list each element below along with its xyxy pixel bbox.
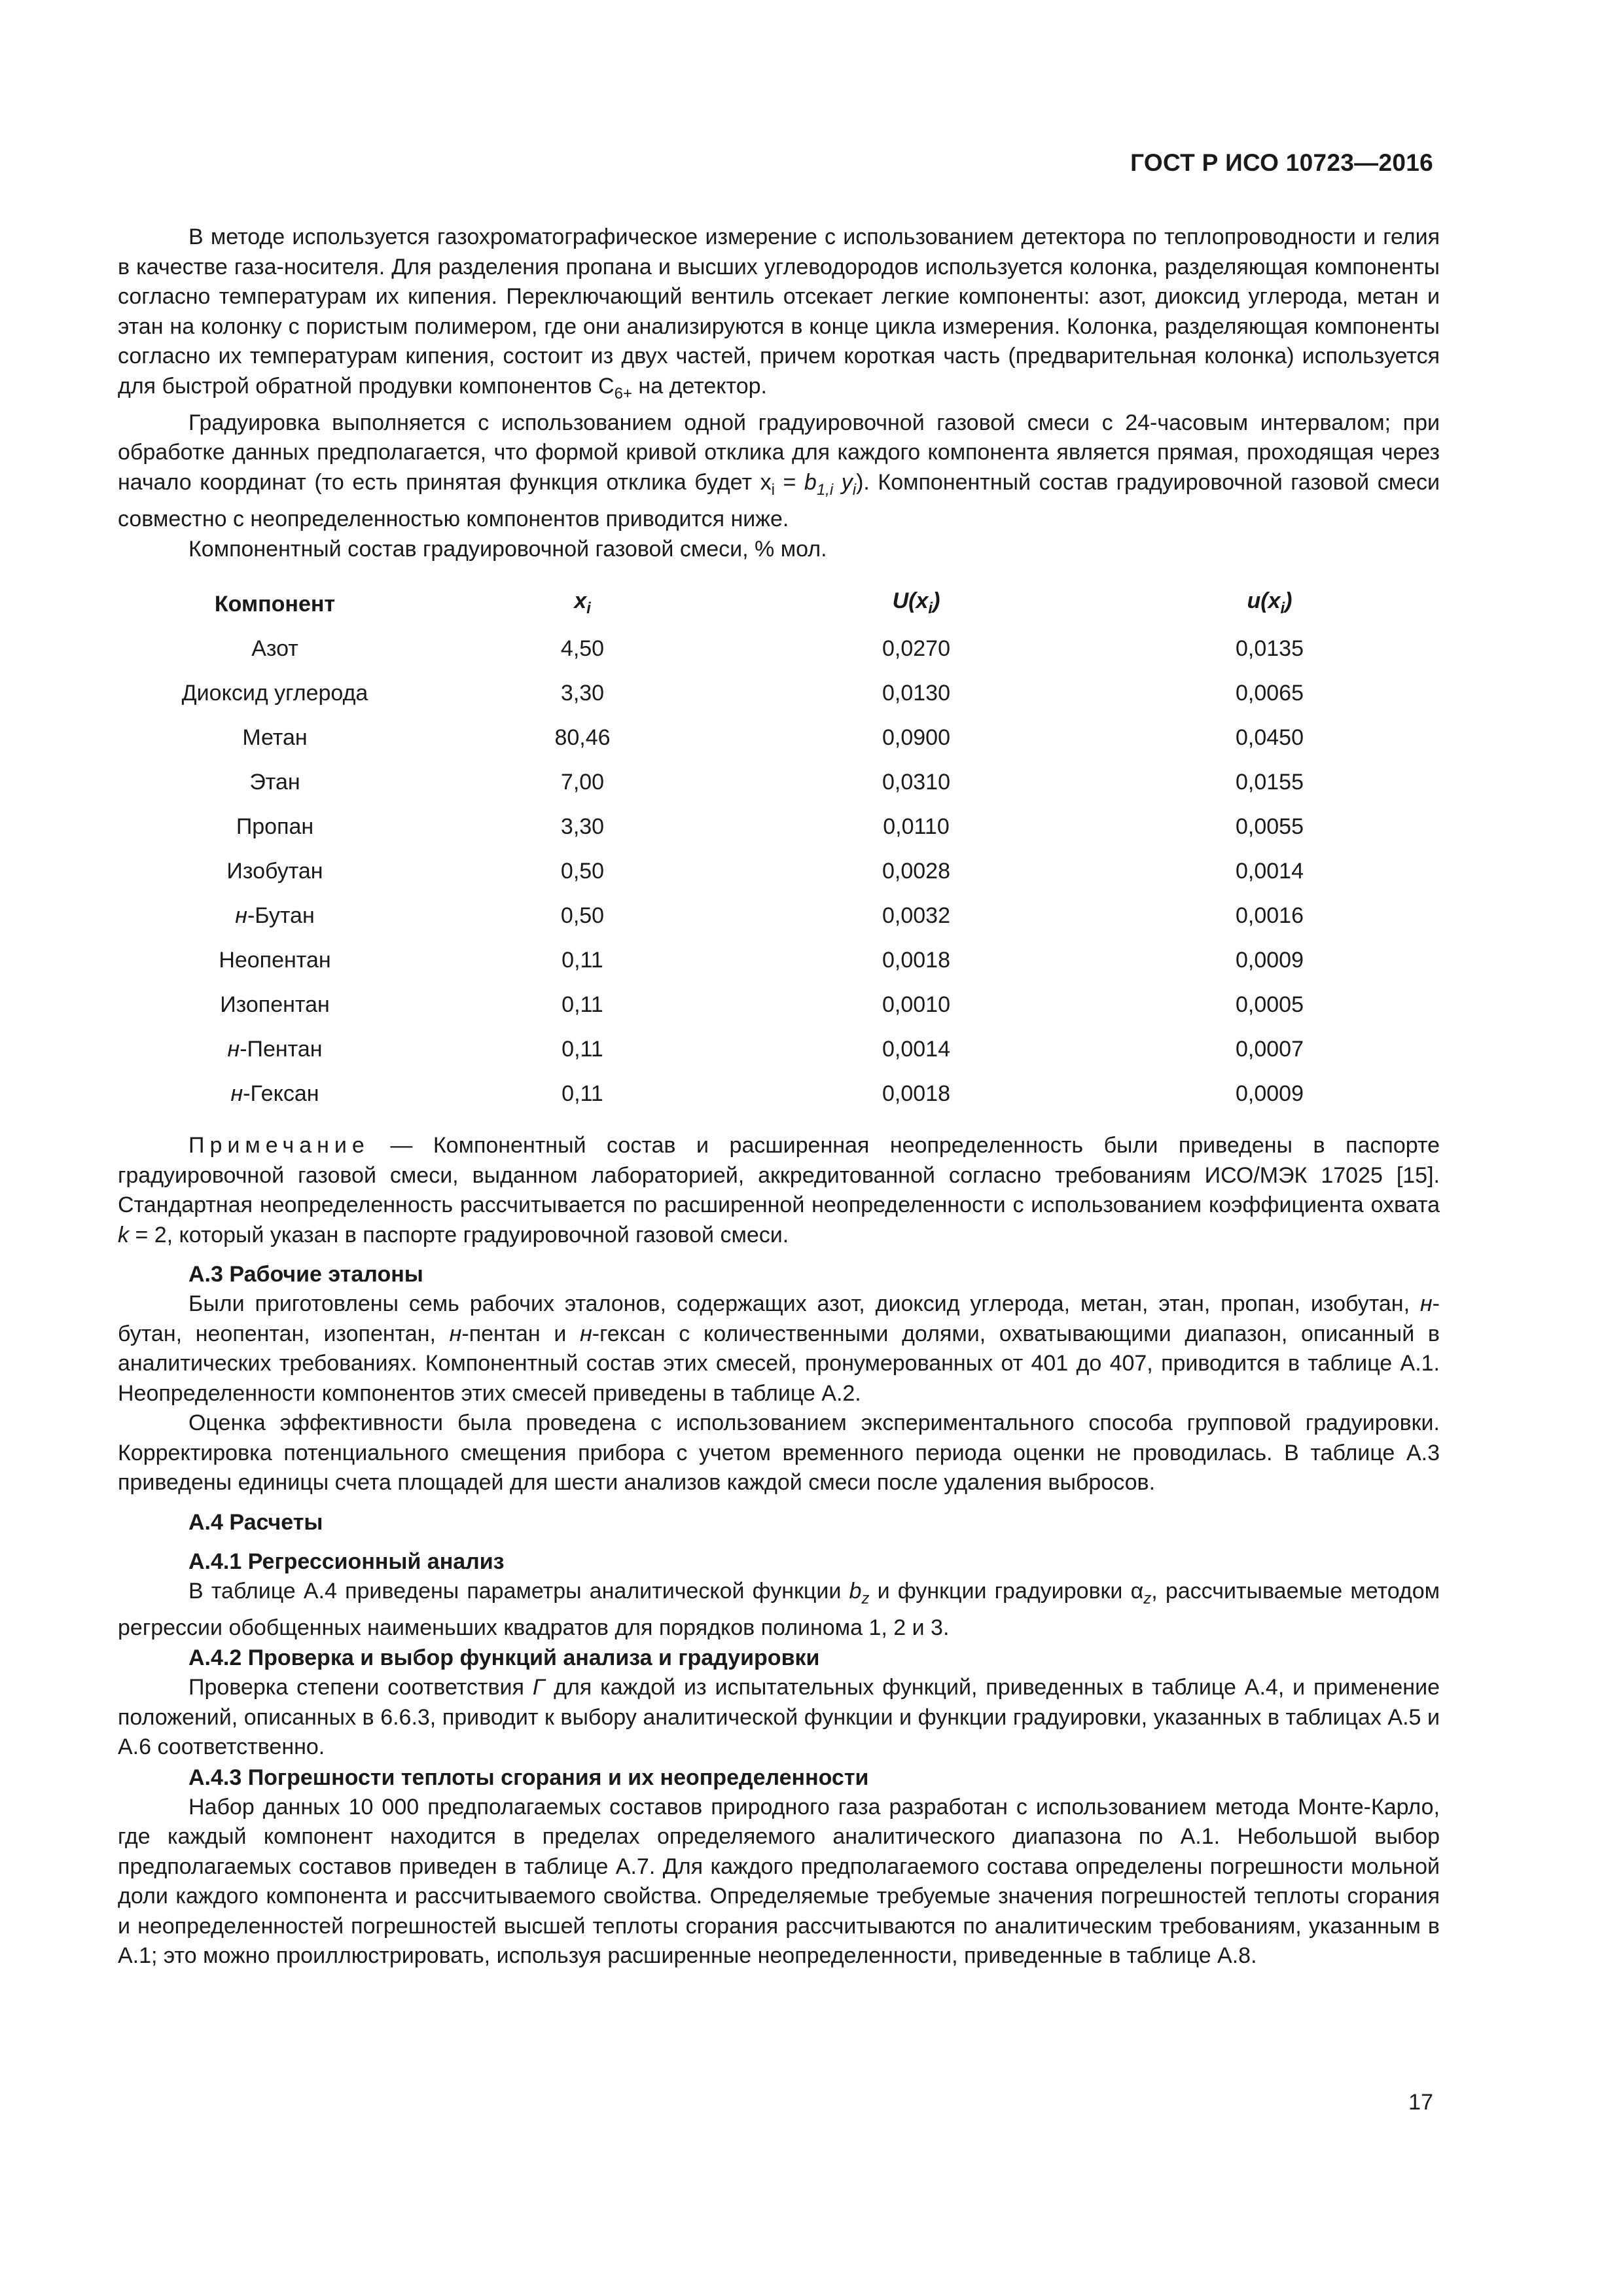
- cell-component: н-Гексан: [230, 1081, 319, 1107]
- cell-u: 0,0009: [1236, 948, 1304, 973]
- table-row: [118, 805, 1440, 850]
- cell-U: 0,0010: [882, 992, 950, 1018]
- cell-component: Пропан: [236, 814, 314, 840]
- section-a43-title: А.4.3 Погрешности теплоты сгорания и их неопределенности: [188, 1765, 869, 1790]
- cell-x: 3,30: [560, 814, 605, 840]
- table-row: [118, 1028, 1440, 1072]
- cell-U: 0,0018: [882, 1081, 950, 1107]
- cell-u: 0,0450: [1236, 725, 1304, 751]
- paragraph-a3-1: Были приготовлены семь рабочих эталонов, содержащих азот, диоксид углерода, метан, этан, пропан, изобутан, н-бутан, неопентан, изопентан, н-пентан и н-гексан с количественными долями, охватывающими диапазон, описанный в аналитических требованиях. Компонентный состав этих смесей, пронумерованных от 401 до 407, приводится в таблице А.1. Неопределенности компонентов этих смесей приведены в таблице А.2.: [118, 1291, 1440, 1406]
- cell-x: 0,50: [560, 903, 605, 929]
- cell-u: 0,0014: [1236, 859, 1304, 884]
- page-number: 17: [1408, 2090, 1433, 2115]
- cell-U: 0,0270: [882, 636, 950, 662]
- cell-component: н-Пентан: [227, 1037, 323, 1062]
- cell-u: 0,0135: [1236, 636, 1304, 662]
- cell-x: 0,11: [562, 948, 603, 973]
- table-note: Примечание — Компонентный состав и расширенная неопределенность были приведены в паспорте градуировочной газовой смеси, выданном лабораторией, аккредитованной согласно требованиям ИСО/МЭК 17025 [15]. Стандартная неопределенность рассчитывается по расширенной неопределенности с использованием коэффициента охвата k = 2, который указан в паспорте градуировочной газовой смеси.: [118, 1133, 1440, 1247]
- cell-x: 4,50: [560, 636, 605, 662]
- cell-U: 0,0032: [882, 903, 950, 929]
- document-header: ГОСТ Р ИСО 10723—2016: [1130, 149, 1433, 176]
- table-row: [118, 672, 1440, 716]
- cell-x: 3,30: [560, 681, 605, 706]
- table-header-row: [118, 583, 1440, 627]
- cell-component: Этан: [249, 770, 300, 795]
- cell-component: Диоксид углерода: [181, 681, 368, 706]
- table-row: [118, 939, 1440, 983]
- paragraph-a41: В таблице А.4 приведены параметры аналитической функции $b_z$ и функции градуировки $\alpha_z$, рассчитываемые методом регрессии обобщенных наименьших квадратов для порядков полинома 1, 2 и 3.: [118, 1578, 1440, 1640]
- paragraph-a43: Набор данных 10 000 предполагаемых составов природного газа разработан с использованием метода Монте-Карло, где каждый компонент находится в пределах определяемого аналитического диапазона по А.1. Небольшой выбор предполагаемых составов приведен в таблице А.7. Для каждого предполагаемого состава определены погрешности мольной доли каждого компонента и рассчитываемого свойства. Определяемые требуемые значения погрешностей теплоты сгорания и неопределенностей погрешностей высшей теплоты сгорания рассчитываются по аналитическим требованиям, указанным в А.1; это можно проиллюстрировать, используя расширенные неопределенности, приведенные в таблице А.8.: [118, 1794, 1440, 1969]
- cell-x: 0,11: [562, 1081, 603, 1107]
- table-row: [118, 983, 1440, 1028]
- cell-component: Изобутан: [226, 859, 323, 884]
- table-row: [118, 627, 1440, 672]
- cell-U: 0,0900: [882, 725, 950, 751]
- cell-x: 0,11: [562, 1037, 603, 1062]
- cell-U: 0,0028: [882, 859, 950, 884]
- cell-U: 0,0310: [882, 770, 950, 795]
- cell-U: 0,0110: [883, 814, 950, 840]
- col-header-component: Компонент: [214, 592, 336, 617]
- table-row: [118, 894, 1440, 939]
- cell-component: Изопентан: [220, 992, 330, 1018]
- cell-u: 0,0007: [1236, 1037, 1304, 1062]
- cell-component: Неопентан: [219, 948, 331, 973]
- col-header-x: $x_i$: [574, 588, 591, 617]
- cell-U: 0,0018: [882, 948, 950, 973]
- section-a3-title: А.3 Рабочие эталоны: [188, 1262, 423, 1287]
- cell-x: 0,50: [560, 859, 605, 884]
- cell-x: 0,11: [562, 992, 603, 1018]
- col-header-U: $U(x_i)$: [892, 588, 940, 617]
- paragraph-a42: Проверка степени соответствия Γ для каждой из испытательных функций, приведенных в таблице А.4, и применение положений, описанных в 6.6.3, приводит к выбору аналитической функции и функции градуировки, указанных в таблицах А.5 и А.6 соответственно.: [118, 1675, 1440, 1760]
- cell-x: 7,00: [560, 770, 605, 795]
- cell-u: 0,0065: [1236, 681, 1304, 706]
- section-a42-title: А.4.2 Проверка и выбор функций анализа и градуировки: [188, 1645, 820, 1671]
- cell-u: 0,0009: [1236, 1081, 1304, 1107]
- table-row: [118, 1072, 1440, 1117]
- section-a41-title: А.4.1 Регрессионный анализ: [188, 1549, 505, 1574]
- table-row: [118, 850, 1440, 894]
- cell-component: Метан: [242, 725, 308, 751]
- paragraph-method: В методе используется газохроматографическое измерение с использованием детектора по теплопроводности и гелия в качестве газа-носителя. Для разделения пропана и высших углеводородов используется колонка, разделяющая компоненты согласно температурам их кипения. Переключающий вентиль отсекает легкие компоненты: азот, диоксид углерода, метан и этан на колонку с пористым полимером, где они анализируются в конце цикла измерения. Колонка, разделяющая компоненты согласно их температурам кипения, состоит из двух частей, причем короткая часть (предварительная колонка) используется для быстрой обратной продувки компонентов $C_{6+}$ на детектор.: [118, 224, 1440, 403]
- cell-component: Азот: [251, 636, 298, 662]
- col-header-u: $u(x_i)$: [1247, 588, 1293, 617]
- cell-component: н-Бутан: [235, 903, 315, 929]
- page-content: [118, 223, 1440, 1971]
- cell-u: 0,0016: [1236, 903, 1304, 929]
- section-a4-title: А.4 Расчеты: [188, 1509, 323, 1535]
- composition-table: [118, 583, 1440, 1117]
- cell-u: 0,0055: [1236, 814, 1304, 840]
- cell-x: 80,46: [554, 725, 611, 751]
- table-row: [118, 761, 1440, 805]
- paragraph-calibration: Градуировка выполняется с использованием одной градуировочной газовой смеси с 24-часовым интервалом; при обработке данных предполагается, что формой кривой отклика для каждого компонента является прямая, проходящая через начало координат (то есть принятая функция отклика будет $x_i = b_{1,i}$ $y_i$). Компонентный состав градуировочной газовой смеси совместно с неопределенностью компонентов приводится ниже.: [118, 410, 1440, 532]
- cell-U: 0,0130: [882, 681, 950, 706]
- cell-U: 0,0014: [882, 1037, 950, 1062]
- table-row: [118, 716, 1440, 761]
- table-caption: Компонентный состав градуировочной газовой смеси, % мол.: [188, 536, 827, 562]
- cell-u: 0,0155: [1236, 770, 1304, 795]
- cell-u: 0,0005: [1236, 992, 1304, 1018]
- paragraph-a3-2: Оценка эффективности была проведена с использованием экспериментального способа групповой градуировки. Корректировка потенциального смещения прибора с учетом временного периода оценки не проводилась. В таблице А.3 приведены единицы счета площадей для шести анализов каждой смеси после удаления выбросов.: [118, 1410, 1440, 1496]
